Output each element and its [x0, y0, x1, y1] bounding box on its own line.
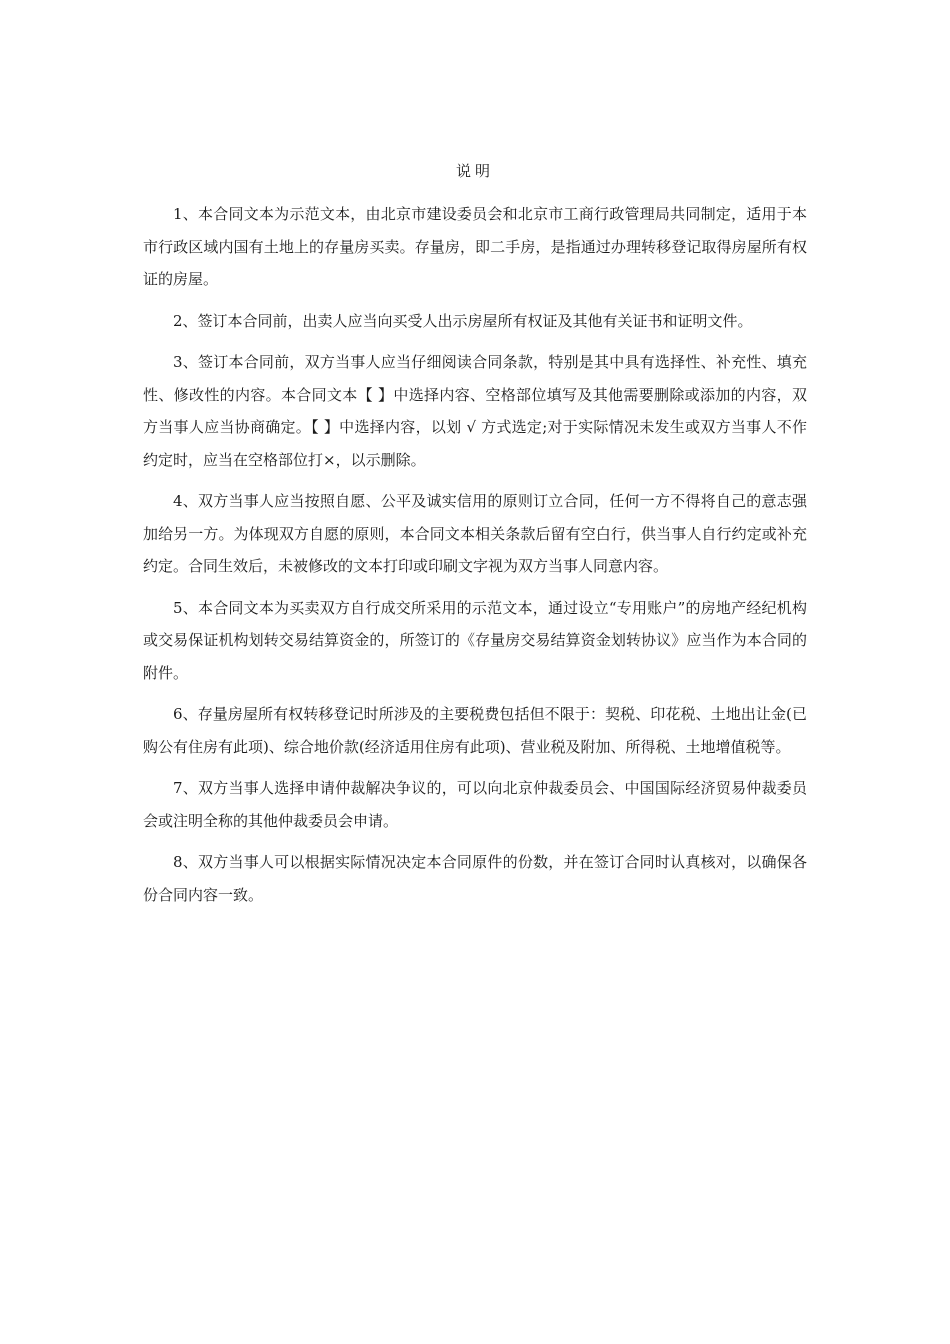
paragraph-2: 2、签订本合同前，出卖人应当向买受人出示房屋所有权证及其他有关证书和证明文件。 — [173, 311, 753, 330]
paragraph-7: 7、双方当事人选择申请仲裁解决争议的，可以向北京仲裁委员会、中国国际经济贸易仲裁委员会或注明全称的其他仲裁委员会申请。 — [143, 779, 807, 830]
paragraph-5: 5、本合同文本为买卖双方自行成交所采用的示范文本，通过设立“专用账户”的房地产经纪机构或交易保证机构划转交易结算资金的，所签订的《存量房交易结算资金划转协议》应当作为本合同的附件。 — [143, 598, 807, 682]
paragraph-6: 6、存量房屋所有权转移登记时所涉及的主要税费包括但不限于：契税、印花税、土地出让金(已购公有住房有此项)、综合地价款(经济适用住房有此项)、营业税及附加、所得税、土地增值税等。 — [143, 705, 807, 756]
paragraph-8: 8、双方当事人可以根据实际情况决定本合同原件的份数，并在签订合同时认真核对，以确保各份合同内容一致。 — [143, 853, 807, 904]
paragraph-4: 4、双方当事人应当按照自愿、公平及诚实信用的原则订立合同，任何一方不得将自己的意志强加给另一方。为体现双方自愿的原则，本合同文本相关条款后留有空白行，供当事人自行约定或补充约定。合同生效后，未被修改的文本打印或印刷文字视为双方当事人同意内容。 — [143, 492, 807, 575]
paragraph-3: 3、签订本合同前，双方当事人应当仔细阅读合同条款，特别是其中具有选择性、补充性、填充性、修改性的内容。本合同文本【 】中选择内容、空格部位填写及其他需要删除或添加的内容，双方当事人应当协商确定。【 】中选择内容，以划 √ 方式选定;对于实际情况未发生或双方当事人不作约定时，应当在空格部位打×，以示删除。 — [143, 353, 807, 469]
document-page — [143, 156, 807, 920]
paragraph-1: 1、本合同文本为示范文本，由北京市建设委员会和北京市工商行政管理局共同制定，适用于本市行政区域内国有土地上的存量房买卖。存量房，即二手房，是指通过办理转移登记取得房屋所有权证的房屋。 — [143, 205, 807, 288]
document-title: 说明 — [455, 162, 494, 180]
